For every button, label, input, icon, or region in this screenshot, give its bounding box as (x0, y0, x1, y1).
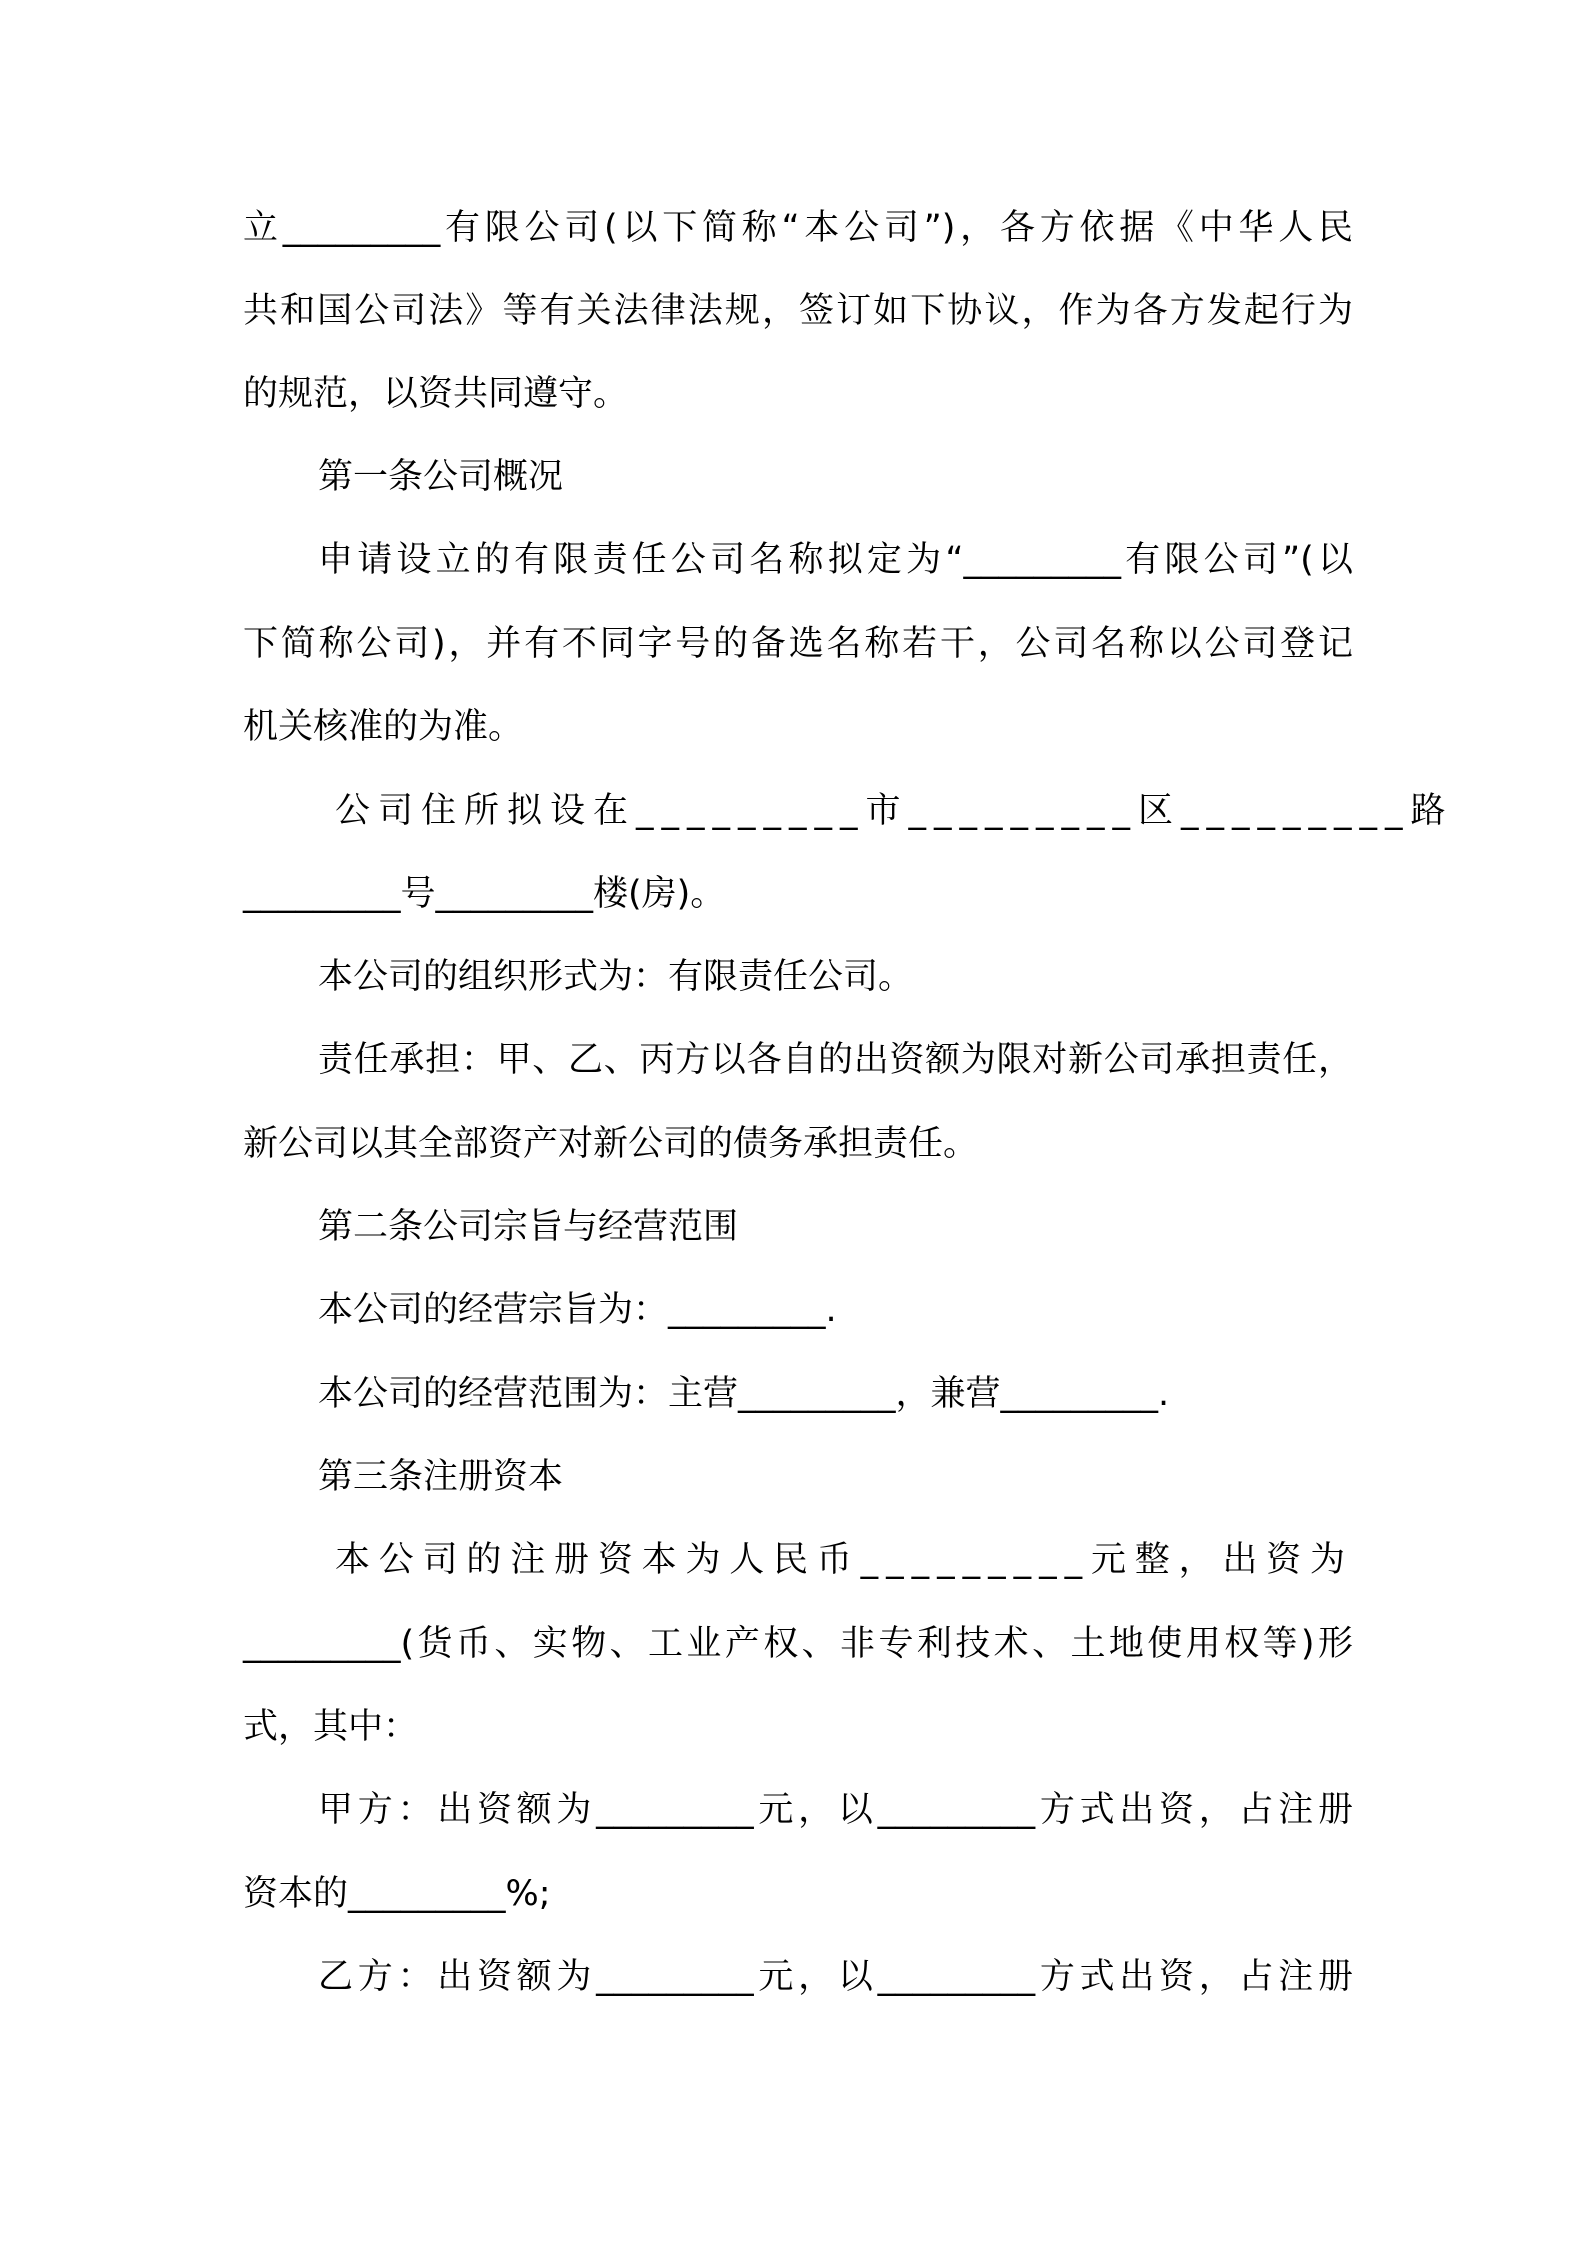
paragraph-line: 新公司以其全部资产对新公司的债务承担责任。 (243, 1124, 979, 1164)
paragraph-line: 甲方：出资额为_________元，以_________方式出资，占注册 (318, 1790, 1353, 1830)
section-heading: 第一条公司概况 (318, 457, 564, 497)
paragraph-line: _________(货币、实物、工业产权、非专利技术、土地使用权等)形 (243, 1624, 1353, 1664)
paragraph-line: 机关核准的为准。 (243, 707, 524, 747)
paragraph-line: 公司住所拟设在_________市_________区_________路 (335, 791, 1454, 831)
section-heading: 第三条注册资本 (318, 1457, 564, 1497)
paragraph-line: 资本的_________%; (243, 1874, 551, 1914)
paragraph-line: 式，其中： (243, 1707, 419, 1747)
paragraph-line: 责任承担：甲、乙、丙方以各自的出资额为限对新公司承担责任， (318, 1040, 1353, 1080)
paragraph-line: 乙方：出资额为_________元，以_________方式出资，占注册 (318, 1957, 1353, 1997)
paragraph-line: 本公司的经营范围为：主营_________，兼营_________. (318, 1374, 1170, 1414)
paragraph-line: 本公司的经营宗旨为：_________. (318, 1290, 837, 1330)
paragraph-line: 的规范，以资共同遵守。 (243, 374, 629, 414)
paragraph-line: 下简称公司)，并有不同字号的备选名称若干，公司名称以公司登记 (243, 624, 1353, 664)
paragraph-line: 立_________有限公司(以下简称“本公司”)，各方依据《中华人民 (243, 208, 1353, 248)
paragraph-line: 申请设立的有限责任公司名称拟定为“_________有限公司”(以 (318, 540, 1353, 580)
paragraph-line: 共和国公司法》等有关法律法规，签订如下协议，作为各方发起行为 (243, 291, 1353, 331)
paragraph-line: 本公司的组织形式为：有限责任公司。 (318, 957, 914, 997)
section-heading: 第二条公司宗旨与经营范围 (318, 1207, 739, 1247)
paragraph-line: 本公司的注册资本为人民币_________元整，出资为 (335, 1540, 1353, 1580)
paragraph-line: _________号_________楼(房)。 (243, 874, 726, 914)
